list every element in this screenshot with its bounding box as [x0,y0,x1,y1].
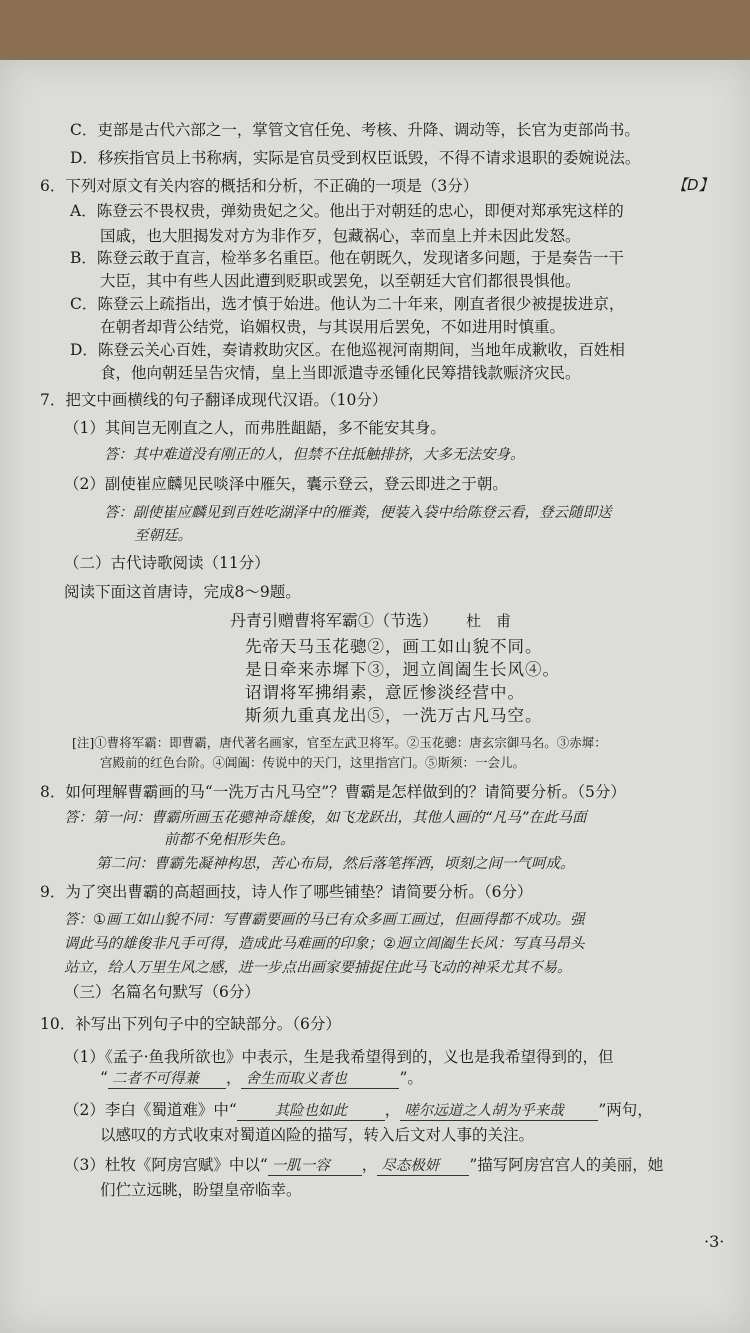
poem-line-2: 是日牵来赤墀下③，迥立阊阖生长风④。 [245,660,560,679]
comma: ， [361,1156,378,1174]
question-10: 10．补写出下列句子中的空缺部分。（6分） [40,1015,341,1033]
q6-option-b-line2: 大臣，其中有些人因此遭到贬职或罢免，以至朝廷大官们都很畏惧他。 [100,272,581,290]
q10-item-3-lead: （3）杜牧《阿房宫赋》中以“ [64,1156,268,1174]
blank-6: 尽态极妍 [377,1154,469,1176]
poem-line-1: 先帝天马玉花骢②，画工如山貌不同。 [245,637,543,656]
question-8: 8．如何理解曹霸画的马“一洗万古凡马空”？曹霸是怎样做到的？请简要分析。（5分） [40,783,626,801]
q8-answer-line1: 答：第一问：曹霸所画玉花骢神奇雄俊，如飞龙跃出，其他人画的“凡马”在此马面 [64,810,587,826]
q7-sentence-2: （2）副使崔应麟见民啖泽中雁矢，囊示登云，登云即进之于朝。 [64,475,508,493]
quote-close: ”。 [399,1069,423,1087]
comma: ， [225,1069,242,1087]
q7-answer-2-line1: 答：副使崔应麟见到百姓吃湖泽中的雁粪，便装入袋中给陈登云看，登云随即送 [104,505,612,521]
q6-option-b-line1: B．陈登云敢于直言，检举多名重臣。他在朝既久，发现诸多问题，于是奏告一干 [70,249,624,267]
q10-item-2-line2: 以感叹的方式收束对蜀道凶险的描写，转入后文对人事的关注。 [100,1126,535,1144]
poem-title: 丹青引赠曹将军霸①（节选） [230,611,439,630]
q9-answer-line3: 站立，给人万里生风之感，进一步点出画家要捕捉住此马飞动的神采尤其不易。 [64,960,572,976]
blank-4: 嗟尔远道之人胡为乎来哉 [400,1099,598,1121]
q8-answer-line3: 第二问：曹霸先凝神构思，苦心布局，然后落笔挥洒，顷刻之间一气呵成。 [96,856,575,872]
q6-option-a-line2: 国戚，也大胆揭发对方为非作歹，包藏祸心，幸而皇上并未因此发怒。 [100,227,581,245]
q6-option-a-line1: A．陈登云不畏权贵，弹劾贵妃之父。他出于对朝廷的忠心，即便对郑承宪这样的 [70,202,624,220]
blank-2: 舍生而取义者也 [241,1067,399,1089]
quote-open: “ [100,1069,108,1087]
q10-item-2-tail: ”两句， [598,1101,653,1119]
poem-line-3: 诏谓将军拂绢素，意匠惨淡经营中。 [245,683,525,702]
question-9: 9．为了突出曹霸的高超画技，诗人作了哪些铺垫？请简要分析。（6分） [40,883,533,901]
option-d: D．移疾指官员上书称病，实际是官员受到权臣诋毁，不得不请求退职的委婉说法。 [70,149,641,167]
question-6: 6．下列对原文有关内容的概括和分析，不正确的一项是（3分） [40,177,479,195]
option-c: C．吏部是古代六部之一，掌管文官任免、考核、升降、调动等，长官为吏部尚书。 [70,121,640,139]
blank-3: 其险也如此 [237,1099,385,1121]
q6-option-d-line2: 食，他向朝廷呈告灾情，皇上当即派遣寺丞锺化民筹措钱款赈济灾民。 [100,364,581,382]
q7-sentence-1: （1）其间岂无刚直之人，而弗胜龃龉，多不能安其身。 [64,419,446,437]
section-poetry-title: （二）古代诗歌阅读（11分） [64,554,270,572]
q10-item-3-line1 [64,1153,663,1176]
q6-option-c-line2: 在朝者却背公结党，谄媚权贵，与其误用后罢免，不如进用时慎重。 [100,318,566,336]
poem-note-line1: [注]①曹将军霸：即曹霸，唐代著名画家，官至左武卫将军。②玉花骢：唐玄宗御马名。③赤墀： [72,735,607,750]
poem-author: 杜 甫 [466,612,512,630]
q6-option-c-line1: C．陈登云上疏指出，选才慎于始进。他认为二十年来，刚直者很少被提拔进京， [70,295,625,313]
section-recitation-title: （三）名篇名句默写（6分） [64,983,260,1001]
page-number: ·3· [704,1232,725,1251]
blank-1: 二者不可得兼 [108,1067,226,1089]
comma: ， [384,1101,401,1119]
blank-5: 一肌一容 [268,1154,362,1176]
q7-answer-2-line2: 至朝廷。 [134,528,192,544]
question-6-answer: 【D】 [672,176,714,194]
q10-item-3-line2: 们伫立远眺，盼望皇帝临幸。 [100,1181,302,1199]
q10-item-1-line1: （1）《孟子·鱼我所欲也》中表示，生是我希望得到的，义也是我希望得到的，但 [64,1048,614,1066]
q10-item-2-lead: （2）李白《蜀道难》中“ [64,1101,237,1119]
poem-line-4: 斯须九重真龙出⑤，一洗万古凡马空。 [245,706,543,725]
q10-item-1-line2 [100,1066,423,1089]
question-7: 7．把文中画横线的句子翻译成现代汉语。（10分） [40,391,388,409]
q9-answer-line2: 调此马的雄俊非凡手可得，造成此马难画的印象；②迥立阊阖生长风：写真马昂头 [64,936,585,952]
q6-option-d-line1: D．陈登云关心百姓，奏请救助灾区。在他巡视河南期间，当地年成歉收，百姓相 [70,341,625,359]
poem-note-line2: 宫殿前的红色台阶。④阊阖：传说中的天门，这里指宫门。⑤斯须：一会儿。 [100,755,526,770]
q7-answer-1: 答：其中难道没有刚正的人，但禁不住抵触排挤，大多无法安身。 [104,447,525,463]
q8-answer-line2: 前都不免相形失色。 [164,832,295,848]
section-poetry-instruction: 阅读下面这首唐诗，完成8～9题。 [64,583,301,601]
q9-answer-line1: 答：①画工如山貌不同：写曹霸要画的马已有众多画工画过，但画得都不成功。强 [64,912,585,928]
q10-item-3-tail: ”描写阿房宫宫人的美丽，她 [469,1156,664,1174]
q10-item-2-line1 [64,1098,653,1121]
